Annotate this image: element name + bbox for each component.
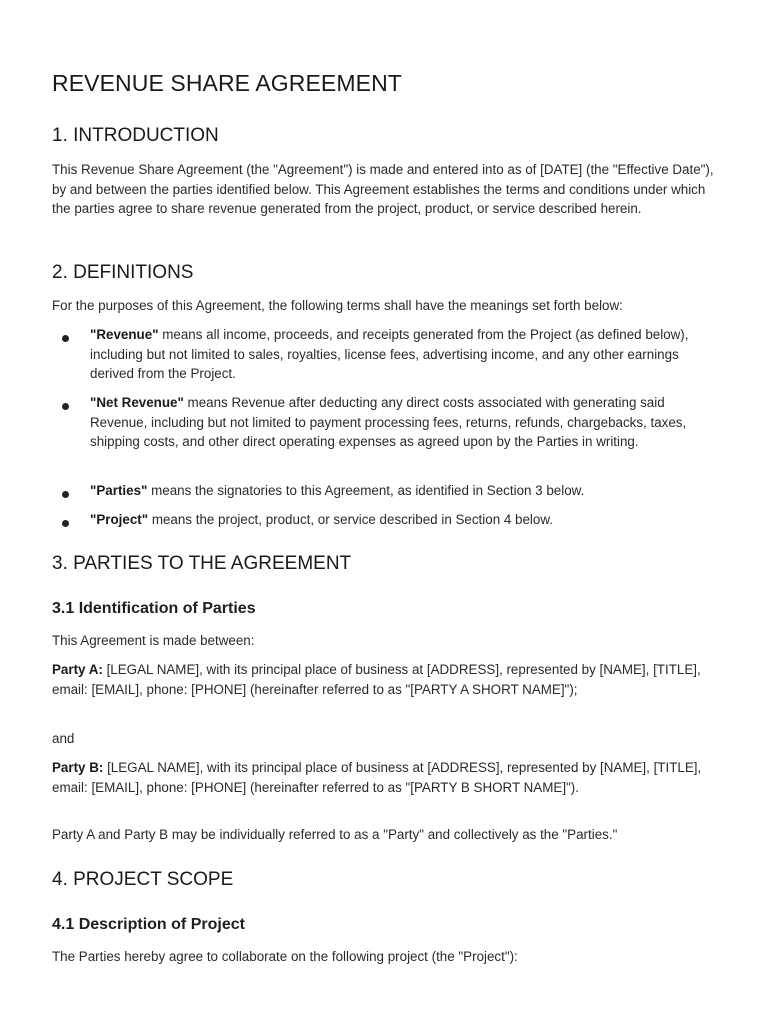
definition-text: means all income, proceeds, and receipts generated from the Project (as defined below), including but not limited to sales, royalties, license fees, advertising income, and any other earnings derived from the Project. (90, 327, 689, 382)
definition-term: "Project" (90, 512, 149, 527)
party-a-text: [LEGAL NAME], with its principal place of business at [ADDRESS], represented by [NAME], [TITLE], email: [EMAIL], phone: [PHONE] (hereinafter referred to as "[PARTY A SHORT NAME]"); (52, 662, 701, 697)
definition-term: "Parties" (90, 483, 148, 498)
subsection-heading-description: 4.1 Description of Project (52, 916, 245, 933)
definition-term: "Revenue" (90, 327, 159, 342)
definition-item-revenue (90, 325, 710, 384)
bullet-icon (62, 520, 69, 527)
party-b-paragraph (52, 758, 718, 797)
section-heading-project-scope: 4. PROJECT SCOPE (52, 869, 234, 890)
subsection-heading-identification: 3.1 Identification of Parties (52, 600, 256, 617)
section-heading-introduction: 1. INTRODUCTION (52, 125, 219, 146)
definition-text: means the signatories to this Agreement, as identified in Section 3 below. (147, 483, 585, 498)
and-connector: and (52, 731, 75, 746)
definition-text: means the project, product, or service described in Section 4 below. (148, 512, 554, 527)
party-a-paragraph (52, 660, 718, 699)
parties-closing: Party A and Party B may be individually referred to as a "Party" and collectively as the "Parties." (52, 827, 618, 842)
party-b-label: Party B: (52, 760, 104, 775)
definitions-lead: For the purposes of this Agreement, the following terms shall have the meanings set forth below: (52, 298, 623, 313)
bullet-icon (62, 335, 69, 342)
definition-item-parties (90, 481, 710, 501)
parties-lead: This Agreement is made between: (52, 633, 255, 648)
section-heading-definitions: 2. DEFINITIONS (52, 262, 194, 283)
bullet-icon (62, 491, 69, 498)
document-title: REVENUE SHARE AGREEMENT (52, 70, 402, 96)
section-heading-parties: 3. PARTIES TO THE AGREEMENT (52, 553, 352, 574)
bullet-icon (62, 403, 69, 410)
party-a-label: Party A: (52, 662, 103, 677)
definition-text: means Revenue after deducting any direct costs associated with generating said Revenue, including but not limited to payment processing fees, returns, refunds, chargebacks, taxes, shipping costs, and other direct operating expenses as agreed upon by the Parties in writing. (90, 395, 687, 450)
scope-lead: The Parties hereby agree to collaborate on the following project (the "Project"): (52, 949, 518, 964)
party-b-text: [LEGAL NAME], with its principal place of business at [ADDRESS], represented by [NAME], [TITLE], email: [EMAIL], phone: [PHONE] (hereinafter referred to as "[PARTY B SHORT NAME]"). (52, 760, 702, 795)
introduction-paragraph: This Revenue Share Agreement (the "Agreement") is made and entered into as of [DATE] (the "Effective Date"), by and between the parties identified below. This Agreement establishes the terms and conditions under which the parties agree to share revenue generated from the project, product, or service described herein. (52, 162, 714, 217)
definition-item-project (90, 510, 710, 530)
definition-term: "Net Revenue" (90, 395, 184, 410)
definition-item-net-revenue (90, 393, 710, 452)
